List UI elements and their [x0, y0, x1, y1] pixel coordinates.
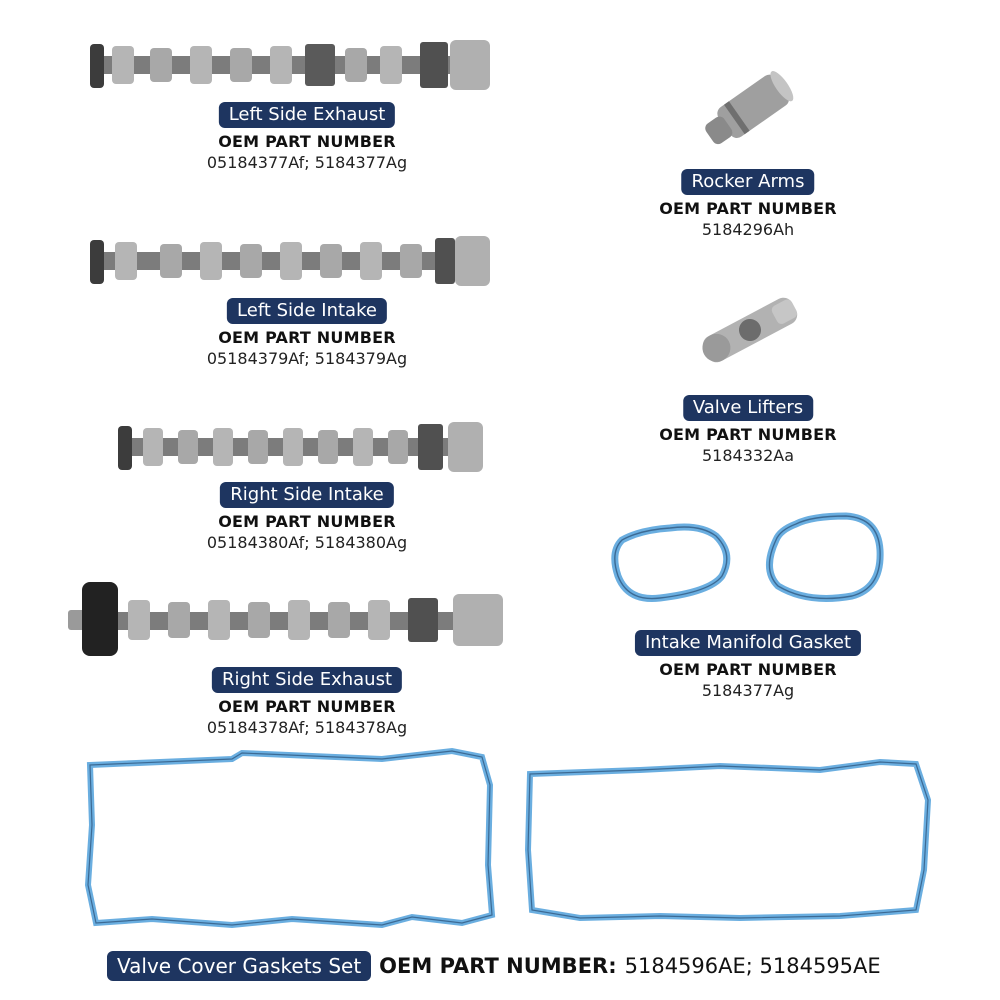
valve-cover-gasket-left-image	[82, 745, 500, 935]
part-left-side-exhaust	[207, 102, 407, 172]
gasket-set-oem-label: OEM PART NUMBER:	[379, 954, 617, 978]
part-label: Left Side Intake	[227, 298, 387, 324]
gasket-set-part-number: 5184596AE; 5184595AE	[624, 954, 881, 978]
part-label: Right Side Exhaust	[212, 667, 402, 693]
oem-label: OEM PART NUMBER	[218, 697, 396, 716]
oem-label: OEM PART NUMBER	[218, 132, 396, 151]
part-number: 5184332Aa	[701, 446, 794, 465]
valve-cover-gasket-set	[107, 951, 881, 981]
part-number: 05184380Af; 5184380Ag	[206, 533, 408, 552]
intake-manifold-gasket-image	[600, 510, 900, 610]
part-label: Intake Manifold Gasket	[635, 630, 861, 656]
oem-label: OEM PART NUMBER	[218, 512, 396, 531]
camshaft-right-exhaust-image	[68, 580, 508, 660]
valve-cover-gasket-right-image	[520, 750, 938, 930]
camshaft-left-exhaust-image	[90, 38, 500, 93]
lifter-image	[690, 72, 800, 152]
part-valve-lifters	[659, 395, 837, 465]
camshaft-left-intake-image	[90, 234, 500, 289]
part-right-side-intake	[207, 482, 407, 552]
part-number: 05184379Af; 5184379Ag	[206, 349, 408, 368]
part-label: Left Side Exhaust	[219, 102, 396, 128]
part-left-side-intake	[207, 298, 407, 368]
oem-label: OEM PART NUMBER	[659, 199, 837, 218]
camshaft-right-intake-image	[118, 420, 488, 475]
part-number: 05184377Af; 5184377Ag	[206, 153, 408, 172]
rocker-arm-image	[690, 290, 810, 370]
oem-label: OEM PART NUMBER	[659, 660, 837, 679]
part-label: Valve Lifters	[683, 395, 813, 421]
part-intake-manifold-gasket	[635, 630, 861, 700]
part-right-side-exhaust	[207, 667, 407, 737]
part-label: Right Side Intake	[220, 482, 393, 508]
part-number: 05184378Af; 5184378Ag	[206, 718, 408, 737]
part-number: 5184296Ah	[701, 220, 795, 239]
oem-label: OEM PART NUMBER	[218, 328, 396, 347]
part-label: Rocker Arms	[682, 169, 815, 195]
part-number: 5184377Ag	[701, 681, 795, 700]
part-rocker-arms	[659, 169, 837, 239]
oem-label: OEM PART NUMBER	[659, 425, 837, 444]
gasket-set-label: Valve Cover Gaskets Set	[107, 951, 371, 981]
